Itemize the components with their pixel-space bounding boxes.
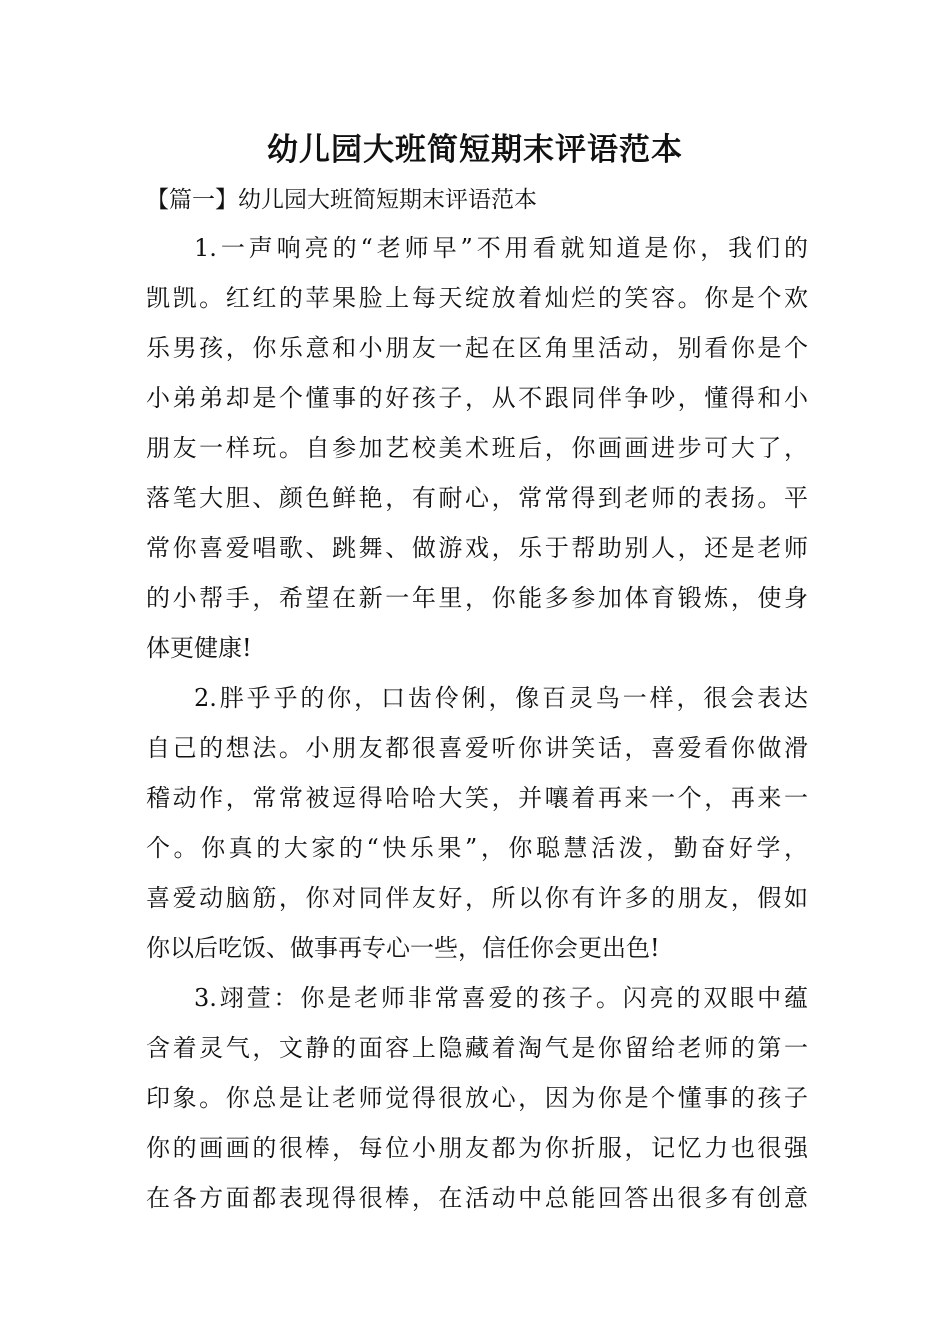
paragraph-2-line: 2.胖乎乎的你，口齿伶俐，像百灵鸟一样，很会表达 <box>194 684 808 712</box>
paragraph-1-line: 凯凯。红红的苹果脸上每天绽放着灿烂的笑容。你是个欢 <box>146 284 808 312</box>
paragraph-2-line: 喜爱动脑筋，你对同伴友好，所以你有许多的朋友，假如 <box>146 884 808 912</box>
paragraph-3-line: 你的画画的很棒，每位小朋友都为你折服，记忆力也很强 <box>146 1134 808 1162</box>
paragraph-3-line: 含着灵气，文静的面容上隐藏着淘气是你留给老师的第一 <box>146 1034 808 1062</box>
paragraph-1-line: 常你喜爱唱歌、跳舞、做游戏，乐于帮助别人，还是老师 <box>146 534 808 562</box>
paragraph-1-line: 1.一声响亮的“老师早”不用看就知道是你，我们的 <box>194 234 808 262</box>
paragraph-2-line: 稽动作，常常被逗得哈哈大笑，并嚷着再来一个，再来一 <box>146 784 808 812</box>
paragraph-2-line: 自己的想法。小朋友都很喜爱听你讲笑话，喜爱看你做滑 <box>146 734 808 762</box>
paragraph-3-line: 印象。你总是让老师觉得很放心，因为你是个懂事的孩子 <box>146 1084 808 1112</box>
paragraph-1-line: 落笔大胆、颜色鲜艳，有耐心，常常得到老师的表扬。平 <box>146 484 808 512</box>
paragraph-3-line: 3.翊萱：你是老师非常喜爱的孩子。闪亮的双眼中蕴 <box>194 984 808 1012</box>
paragraph-1-line: 朋友一样玩。自参加艺校美术班后，你画画进步可大了， <box>146 434 808 462</box>
paragraph-1-line: 乐男孩，你乐意和小朋友一起在区角里活动，别看你是个 <box>146 334 808 362</box>
paragraph-1-line: 小弟弟却是个懂事的好孩子，从不跟同伴争吵，懂得和小 <box>146 384 808 412</box>
paragraph-2-line: 你以后吃饭、做事再专心一些，信任你会更出色! <box>146 934 660 962</box>
section-heading: 【篇一】幼儿园大班简短期末评语范本 <box>146 187 537 213</box>
paragraph-3-line: 在各方面都表现得很棒，在活动中总能回答出很多有创意 <box>146 1184 808 1212</box>
document-title: 幼儿园大班简短期末评语范本 <box>267 132 683 168</box>
paragraph-2-line: 个。你真的大家的“快乐果”，你聪慧活泼，勤奋好学， <box>146 834 808 862</box>
paragraph-1-line: 的小帮手，希望在新一年里，你能多参加体育锻炼，使身 <box>146 584 808 612</box>
paragraph-1-line: 体更健康! <box>146 634 252 662</box>
